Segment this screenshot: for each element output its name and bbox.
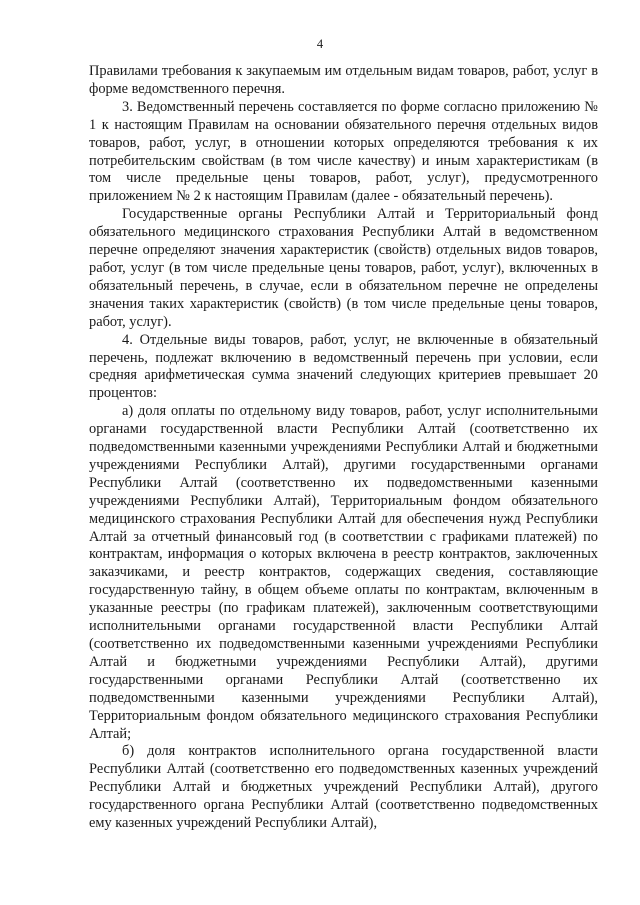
paragraph-clause-4: 4. Отдельные виды товаров, работ, услуг, не включенные в обязательный перечень, подлежат включению в ведомственный перечень при условии, если средняя арифметическая сумма значений следующих критериев превышает 20 процентов: xyxy=(89,331,598,402)
paragraph-clause-3: 3. Ведомственный перечень составляется по форме согласно приложению № 1 к настоящим Правилам на основании обязательного перечня отдельных видов товаров, работ, услуг, в отношении которых определяются требования к их потребительским свойствам (в том числе качеству) и иным характеристикам (в том числе предельные цены товаров, работ, услуг), предусмотренного приложением № 2 к настоящим Правилам (далее - обязательный перечень). xyxy=(89,98,598,205)
paragraph-criterion-a: а) доля оплаты по отдельному виду товаров, работ, услуг исполнительными органами государственной власти Республики Алтай (соответственно их подведомственными казенными учреждениями Республики Алтай и бюджетными учреждениями Республики Алтай), другими государственными органами Республики Алтай (соответственно их подведомственными казенными учреждениями Республики Алтай), Территориальным фондом обязательного медицинского страхования Республики Алтай для обеспечения нужд Республики Алтай за отчетный финансовый год (в соответствии с графиками платежей) по контрактам, информация о которых включена в реестр контрактов, заключенных заказчиками, и реестр контрактов, содержащих сведения, составляющие государственную тайну, в общем объеме оплаты по контрактам, включенным в указанные реестры (по графикам платежей), заключенным соответствующими исполнительными органами государственной власти Республики Алтай (соответственно их подведомственными казенными учреждениями Республики Алтай и бюджетными учреждениями Республики Алтай), другими государственными органами Республики Алтай (соответственно их подведомственными казенными учреждениями Республики Алтай), Территориальным фондом обязательного медицинского страхования Республики Алтай; xyxy=(89,403,598,742)
document-body xyxy=(89,63,598,833)
page-number: 4 xyxy=(316,37,324,51)
paragraph-state-bodies: Государственные органы Республики Алтай и Территориальный фонд обязательного медицинского страхования Республики Алтай в ведомственном перечне определяют значения характеристик (свойств) отдельных видов товаров, работ, услуг (в том числе предельные цены товаров, работ, услуг), включенных в обязательный перечень, в случае, если в обязательном перечне не определены значения таких характеристик (свойств) (в том числе предельные цены товаров, работ, услуг). xyxy=(89,206,598,330)
paragraph-criterion-b: б) доля контрактов исполнительного органа государственной власти Республики Алтай (соответственно его подведомственных казенных учреждений Республики Алтай и бюджетных учреждений Республики Алтай), другого государственного органа Республики Алтай (соответственно подведомственных ему казенных учреждений Республики Алтай), xyxy=(89,743,598,832)
paragraph-continuation: Правилами требования к закупаемым им отдельным видам товаров, работ, услуг в форме ведомственного перечня. xyxy=(89,63,598,97)
